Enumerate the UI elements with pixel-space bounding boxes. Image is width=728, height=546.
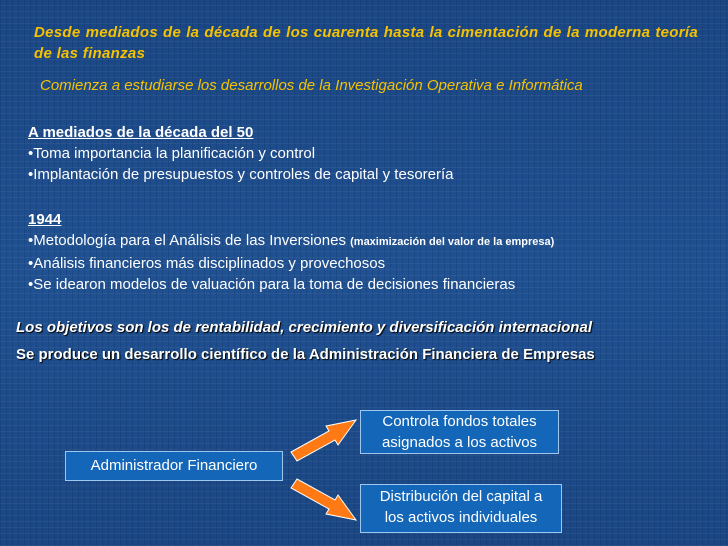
list-item: •Metodología para el Análisis de las Inversiones (maximización del valor de la empresa) (28, 232, 555, 249)
section-heading: A mediados de la década del 50 (28, 124, 254, 141)
development-statement: Se produce un desarrollo científico de la Administración Financiera de Empresas (16, 346, 595, 363)
bullet: • (28, 232, 34, 249)
capital-distribution-box: Distribución del capital a los activos individuales (360, 484, 562, 533)
list-item: •Toma importancia la planificación y control (28, 145, 316, 162)
bullet: • (28, 145, 34, 162)
slide-title: Desde mediados de la década de los cuarenta hasta la cimentación de la moderna teoría de las finanzas (34, 24, 698, 62)
list-item: •Implantación de presupuestos y controles de capital y tesorería (28, 166, 454, 183)
arrow-down-right-icon (291, 479, 356, 520)
list-item: •Análisis financieros más disciplinados y provechosos (28, 255, 386, 272)
financial-administrator-box: Administrador Financiero (65, 451, 283, 481)
arrow-up-right-icon (291, 420, 356, 461)
slide-subtitle: Comienza a estudiarse los desarrollos de la Investigación Operativa e Informática (40, 77, 583, 94)
bullet: • (28, 166, 34, 183)
section-heading: 1944 (28, 211, 62, 228)
objectives-statement: Los objetivos son los de rentabilidad, crecimiento y diversificación internacional (16, 319, 592, 336)
list-item: •Se idearon modelos de valuación para la toma de decisiones financieras (28, 276, 516, 293)
control-funds-box: Controla fondos totales asignados a los activos (360, 410, 559, 454)
bullet: • (28, 276, 34, 293)
list-item-note: (maximización del valor de la empresa) (350, 236, 555, 248)
bullet: • (28, 255, 34, 272)
